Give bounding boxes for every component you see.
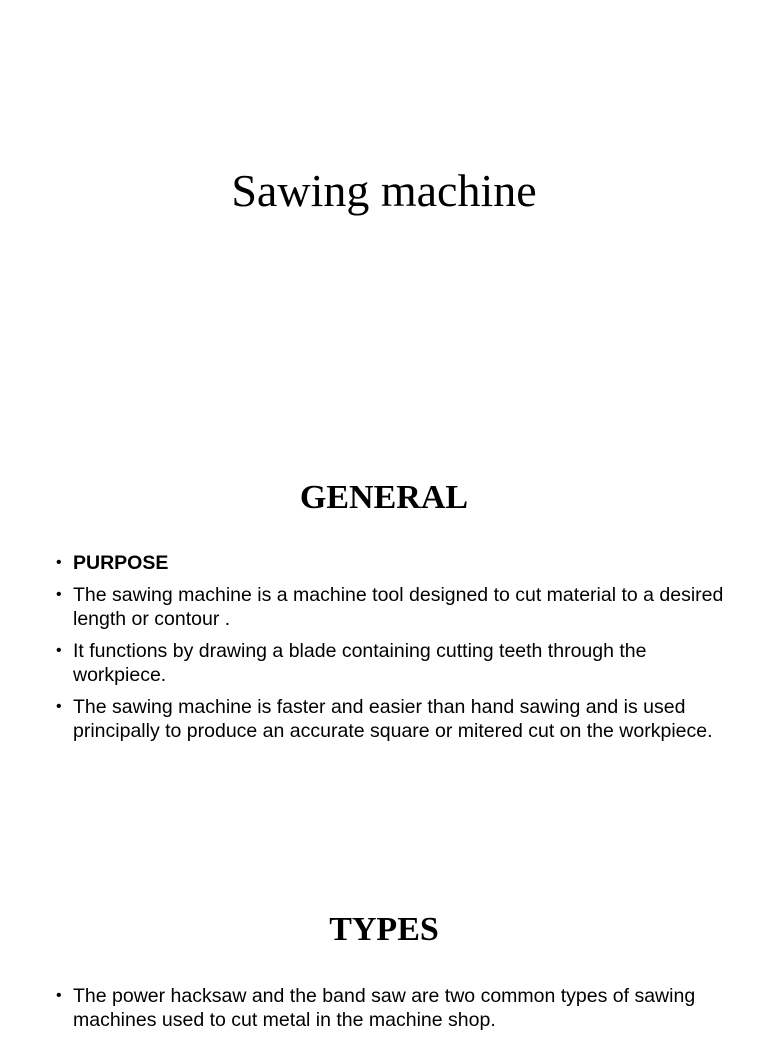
bullet-icon: • bbox=[56, 586, 62, 603]
list-item bbox=[56, 551, 736, 575]
bullet-icon: • bbox=[56, 642, 62, 659]
list-item bbox=[56, 984, 736, 1032]
bullet-text: The sawing machine is faster and easier than hand sawing and is used principally to produce an accurate square or mitered cut on the workpiece. bbox=[73, 696, 713, 742]
bullet-icon: • bbox=[56, 554, 62, 571]
types-bullet-list bbox=[56, 984, 736, 1040]
slide-title: Sawing machine bbox=[231, 165, 537, 216]
bullet-icon: • bbox=[56, 987, 62, 1004]
general-bullet-list bbox=[56, 551, 736, 751]
bullet-icon: • bbox=[56, 698, 62, 715]
bullet-text: The power hacksaw and the band saw are two common types of sawing machines used to cut metal in the machine shop. bbox=[73, 985, 696, 1031]
bullet-text: The sawing machine is a machine tool designed to cut material to a desired length or contour . bbox=[73, 584, 724, 630]
types-heading: TYPES bbox=[329, 911, 439, 948]
list-item bbox=[56, 583, 736, 631]
list-item bbox=[56, 639, 736, 687]
bullet-text: It functions by drawing a blade containing cutting teeth through the workpiece. bbox=[73, 640, 647, 686]
list-item bbox=[56, 695, 736, 743]
general-heading: GENERAL bbox=[299, 479, 469, 516]
purpose-label: PURPOSE bbox=[73, 552, 169, 574]
